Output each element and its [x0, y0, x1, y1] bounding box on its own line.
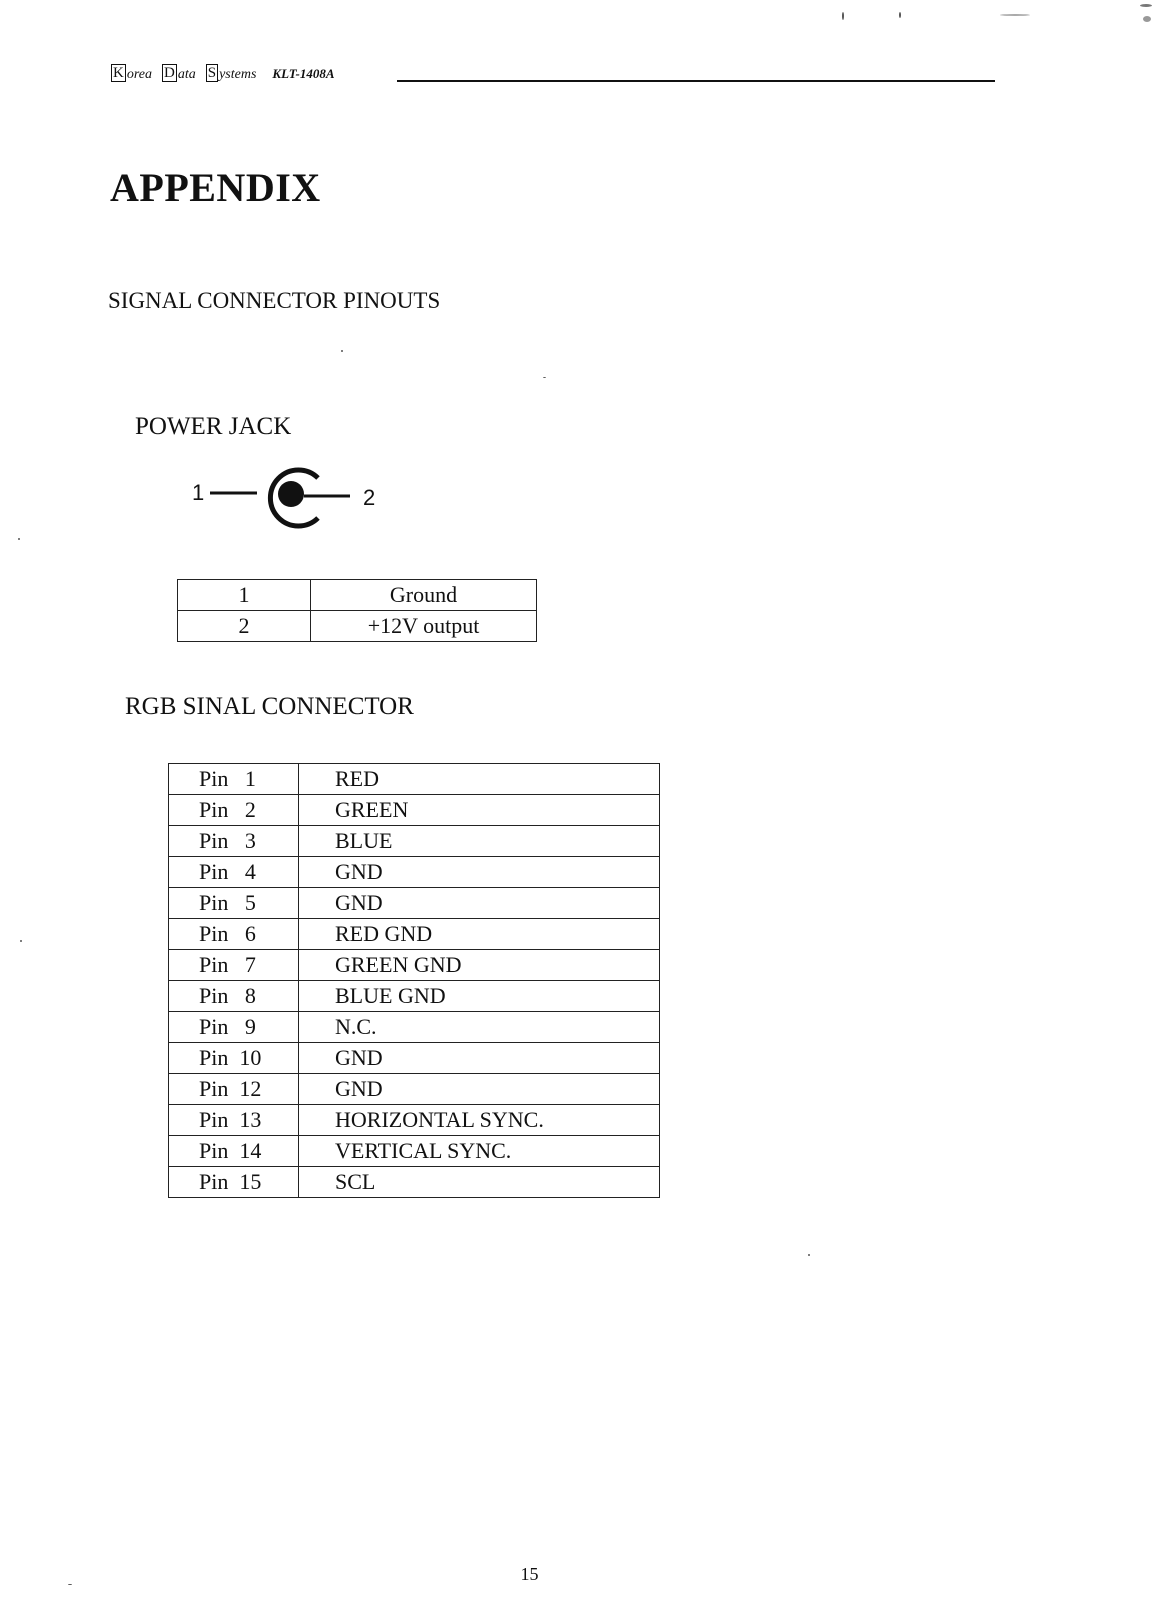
- table-row: [169, 764, 660, 795]
- brand-rest: ystems: [219, 67, 257, 82]
- scan-speck: [18, 538, 20, 540]
- table-row: [178, 611, 537, 642]
- brand-rest: orea: [126, 67, 152, 82]
- pin-cell: Pin 7: [169, 950, 299, 981]
- pin-cell: Pin 2: [169, 795, 299, 826]
- pin-cell: 1: [178, 580, 311, 611]
- scan-speck: [1143, 16, 1151, 22]
- page-number: 15: [520, 1564, 539, 1584]
- pin-cell: Pin 12: [169, 1074, 299, 1105]
- table-row: [169, 795, 660, 826]
- table-row: [169, 950, 660, 981]
- brand-initial: D: [164, 65, 175, 81]
- page-title: APPENDIX: [110, 165, 321, 210]
- signal-cell: SCL: [299, 1167, 660, 1198]
- table-row: [169, 1167, 660, 1198]
- power-jack-diagram: [190, 466, 400, 546]
- scan-speck: [1000, 14, 1030, 16]
- scan-speck: [20, 940, 22, 942]
- table-row: [169, 1136, 660, 1167]
- table-row: [169, 857, 660, 888]
- table-row: [178, 580, 537, 611]
- pin-cell: Pin 3: [169, 826, 299, 857]
- signal-cell: GND: [299, 1043, 660, 1074]
- table-row: [169, 1043, 660, 1074]
- signal-cell: BLUE GND: [299, 981, 660, 1012]
- running-header: [111, 63, 996, 85]
- signal-cell: GND: [299, 888, 660, 919]
- scan-speck: [543, 377, 546, 378]
- jack-center-pin: [278, 481, 304, 507]
- brand-word-korea: [111, 64, 152, 86]
- pin-cell: Pin 1: [169, 764, 299, 795]
- scan-speck: [341, 350, 343, 352]
- table-row: [169, 826, 660, 857]
- signal-cell: HORIZONTAL SYNC.: [299, 1105, 660, 1136]
- rgb-connector-title: RGB SINAL CONNECTOR: [125, 693, 414, 720]
- brand-word-systems: [206, 64, 257, 86]
- model-number: KLT-1408A: [272, 66, 335, 81]
- signal-cell: N.C.: [299, 1012, 660, 1043]
- power-jack-title: POWER JACK: [135, 413, 292, 440]
- signal-cell: GREEN GND: [299, 950, 660, 981]
- pin-cell: Pin 8: [169, 981, 299, 1012]
- table-row: [169, 1012, 660, 1043]
- rgb-connector-table: [168, 763, 660, 1198]
- signal-cell: VERTICAL SYNC.: [299, 1136, 660, 1167]
- company-logo: [111, 63, 335, 86]
- signal-cell: GND: [299, 857, 660, 888]
- signal-cell: GND: [299, 1074, 660, 1105]
- pin-cell: Pin 10: [169, 1043, 299, 1074]
- pin-cell: Pin 5: [169, 888, 299, 919]
- signal-cell: GREEN: [299, 795, 660, 826]
- scan-speck: [68, 1584, 72, 1585]
- header-rule: [397, 80, 995, 82]
- table-row: [169, 981, 660, 1012]
- table-row: [169, 888, 660, 919]
- pin-cell: Pin 9: [169, 1012, 299, 1043]
- pin-cell: Pin 6: [169, 919, 299, 950]
- rgb-connector-table-body: [169, 764, 660, 1198]
- pin-cell: 2: [178, 611, 311, 642]
- jack-pin-1-label: 1: [192, 480, 205, 505]
- brand-initial: K: [113, 65, 124, 81]
- signal-cell: RED GND: [299, 919, 660, 950]
- signal-cell: Ground: [311, 580, 537, 611]
- jack-pin-2-label: 2: [363, 485, 376, 510]
- signal-cell: BLUE: [299, 826, 660, 857]
- table-row: [169, 1074, 660, 1105]
- pin-cell: Pin 13: [169, 1105, 299, 1136]
- pin-cell: Pin 4: [169, 857, 299, 888]
- signal-cell: RED: [299, 764, 660, 795]
- signal-cell: +12V output: [311, 611, 537, 642]
- power-jack-table-body: [178, 580, 537, 642]
- scan-speck: [899, 12, 901, 18]
- brand-rest: ata: [177, 67, 196, 82]
- table-row: [169, 919, 660, 950]
- scan-speck: [1140, 4, 1152, 7]
- power-jack-table: [177, 579, 537, 642]
- section-title: SIGNAL CONNECTOR PINOUTS: [108, 288, 441, 313]
- pin-cell: Pin 14: [169, 1136, 299, 1167]
- scan-speck: [808, 1254, 810, 1256]
- table-row: [169, 1105, 660, 1136]
- brand-word-data: [162, 64, 196, 86]
- brand-initial: S: [207, 65, 217, 81]
- scan-speck: [842, 12, 844, 20]
- pin-cell: Pin 15: [169, 1167, 299, 1198]
